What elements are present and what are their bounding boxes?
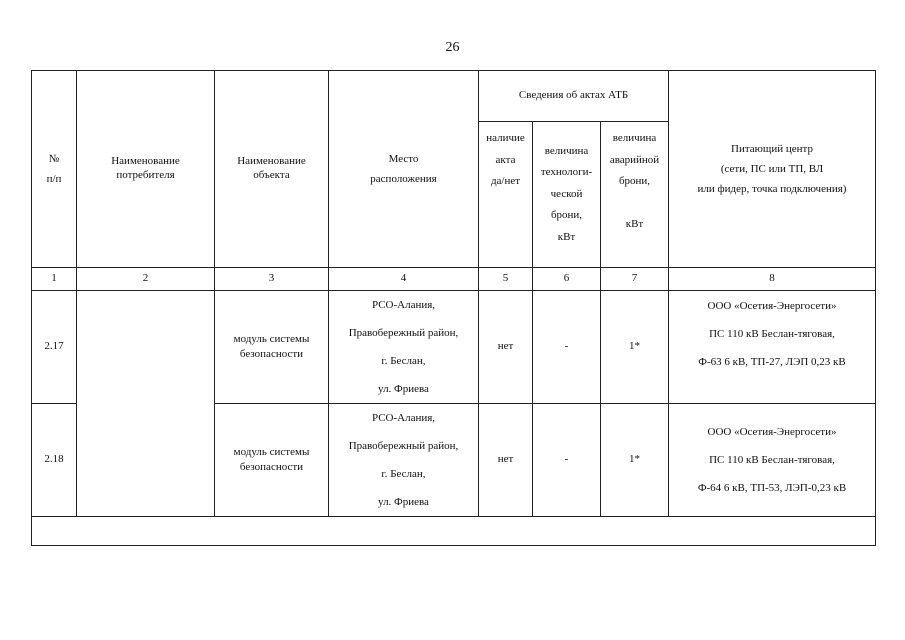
power-center-cell: ООО «Осетия-Энергосети» ПС 110 кВ Беслан-тяговая, Ф-64 6 кВ, ТП-53, ЛЭП-0,23 кВ (669, 404, 876, 517)
empty-cell (32, 517, 876, 546)
header-col-emergency-reserve: величина аварийной брони, кВт (601, 122, 669, 268)
row-number: 2.17 (32, 291, 77, 404)
column-number: 2 (77, 268, 215, 291)
column-numbers-row (32, 268, 876, 291)
consumers-table (31, 70, 876, 546)
header-col-object: Наименование объекта (215, 71, 329, 268)
page-number: 26 (445, 40, 460, 55)
header-group-atb: Сведения об актах АТБ (479, 71, 669, 122)
act-cell: нет (479, 404, 533, 517)
header-row-1 (32, 71, 876, 122)
tech-reserve-cell: - (533, 291, 601, 404)
column-number: 1 (32, 268, 77, 291)
column-number: 3 (215, 268, 329, 291)
column-number: 4 (329, 268, 479, 291)
consumer-cell (77, 291, 215, 517)
header-col-power-center: Питающий центр (сети, ПС или ТП, ВЛ или фидер, точка подключения) (669, 71, 876, 268)
header-col-number: № п/п (32, 71, 77, 268)
column-number: 7 (601, 268, 669, 291)
object-cell: модуль системы безопасности (215, 291, 329, 404)
column-number: 5 (479, 268, 533, 291)
empty-row (32, 517, 876, 546)
emergency-reserve-cell: 1* (601, 291, 669, 404)
location-cell: РСО-Алания, Правобережный район, г. Беслан, ул. Фриева (329, 291, 479, 404)
column-number: 6 (533, 268, 601, 291)
header-col-location: Место расположения (329, 71, 479, 268)
header-col-act: наличие акта да/нет (479, 122, 533, 268)
emergency-reserve-cell: 1* (601, 404, 669, 517)
header-col-consumer: Наименование потребителя (77, 71, 215, 268)
tech-reserve-cell: - (533, 404, 601, 517)
power-center-cell: ООО «Осетия-Энергосети» ПС 110 кВ Беслан-тяговая, Ф-63 6 кВ, ТП-27, ЛЭП 0,23 кВ (669, 291, 876, 404)
object-cell: модуль системы безопасности (215, 404, 329, 517)
column-number: 8 (669, 268, 876, 291)
location-cell: РСО-Алания, Правобережный район, г. Беслан, ул. Фриева (329, 404, 479, 517)
row-number: 2.18 (32, 404, 77, 517)
act-cell: нет (479, 291, 533, 404)
header-col-tech-reserve: величина технологи- ческой брони, кВт (533, 122, 601, 268)
table-row (32, 291, 876, 404)
